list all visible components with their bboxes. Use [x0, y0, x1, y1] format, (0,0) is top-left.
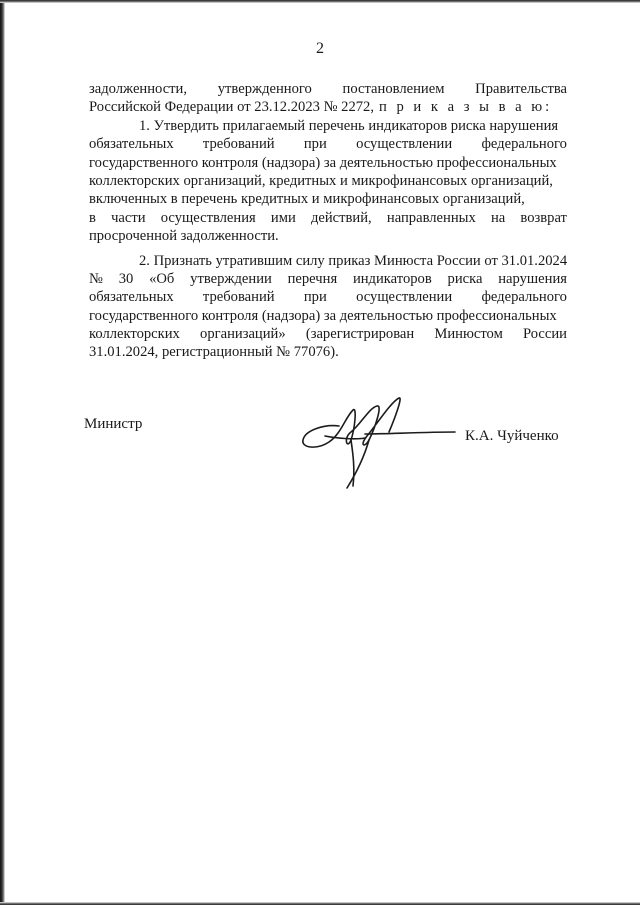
word: нарушения	[498, 270, 567, 287]
signatory-name: К.А. Чуйченко	[465, 428, 559, 444]
item2-line-3	[89, 288, 567, 306]
word: задолженности,	[89, 81, 188, 97]
word: 30	[118, 270, 134, 287]
word: утверждении	[190, 270, 272, 287]
word: России	[522, 326, 567, 343]
item1-line-4	[89, 172, 567, 190]
word: «Об	[149, 270, 175, 287]
word: действий,	[310, 209, 372, 226]
word: Минюстом	[434, 326, 503, 343]
word: осуществления	[160, 209, 256, 226]
text: 2. Признать утратившим силу приказ Минюста России от 31.01.2024	[139, 252, 568, 269]
intro-line-1	[89, 80, 567, 98]
word: направленных	[386, 209, 476, 226]
word: на	[490, 209, 506, 226]
text: включенных в перечень кредитных и микрофинансовых организаций,	[89, 191, 525, 208]
item1-line-2	[89, 135, 567, 153]
signatory-title: Министр	[84, 416, 143, 432]
handwritten-signature	[295, 388, 465, 498]
item2-line-2	[89, 270, 567, 288]
text: 1. Утвердить прилагаемый перечень индикаторов риска нарушения	[139, 117, 559, 134]
word: утвержденного	[217, 81, 312, 97]
item1-line-5	[89, 190, 567, 208]
text: 31.01.2024, регистрационный № 77076).	[89, 344, 339, 361]
document-body	[89, 80, 567, 362]
word: возврат	[520, 209, 567, 226]
text: государственного контроля (надзора) за деятельностью профессиональных	[89, 154, 557, 171]
item1-line-7	[89, 227, 567, 245]
item2-line-6	[89, 343, 567, 361]
word: требований	[202, 289, 275, 306]
word: федерального	[481, 289, 567, 306]
item2-line-5	[89, 325, 567, 343]
word: осуществлении	[356, 136, 453, 153]
item2-line-4	[89, 307, 567, 325]
word: перечня	[287, 270, 338, 287]
text: государственного контроля (надзора) за деятельностью профессиональных	[89, 307, 557, 324]
item1-line-1	[89, 117, 567, 135]
word: №	[89, 270, 103, 287]
word: Правительства	[475, 81, 567, 97]
word: коллекторских	[89, 326, 180, 343]
word: постановлением	[342, 81, 445, 97]
word: при	[303, 289, 327, 306]
word: при	[303, 136, 327, 153]
word: требований	[202, 136, 275, 153]
word: организаций»	[200, 326, 286, 343]
word: обязательных	[89, 136, 174, 153]
word: федерального	[481, 136, 567, 153]
intro-text: Российской Федерации от 23.12.2023 № 2272,	[89, 99, 374, 116]
item2-line-1	[89, 252, 567, 270]
word: (зарегистрирован	[305, 326, 415, 343]
scan-edge-left	[0, 0, 5, 905]
item1-line-6	[89, 209, 567, 227]
item1-line-3	[89, 154, 567, 172]
word: осуществлении	[356, 289, 453, 306]
scan-edge-top	[0, 0, 640, 3]
text: коллекторских организаций, кредитных и микрофинансовых организаций,	[89, 172, 553, 189]
word: в	[89, 209, 96, 226]
word: индикаторов	[352, 270, 432, 287]
word: обязательных	[89, 289, 174, 306]
text: просроченной задолженности.	[89, 228, 279, 245]
word: части	[111, 209, 146, 226]
page-number: 2	[316, 40, 324, 57]
word: риска	[447, 270, 483, 287]
word: ими	[270, 209, 296, 226]
intro-line-2	[89, 98, 567, 116]
order-word: п р и к а з ы в а ю:	[379, 99, 553, 116]
